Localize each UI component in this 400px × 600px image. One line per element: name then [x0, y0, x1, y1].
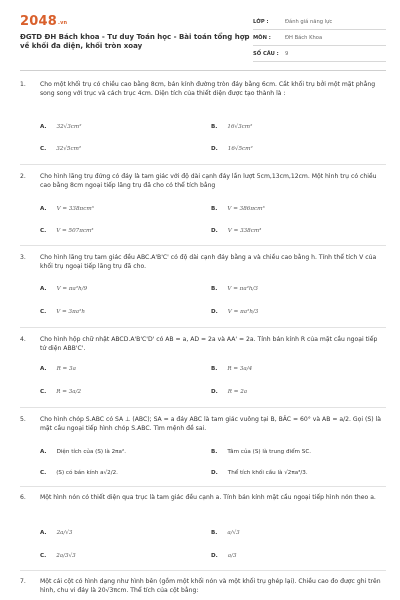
option-c[interactable]: [40, 553, 76, 559]
meta-row-count: [253, 46, 386, 62]
option-b[interactable]: [211, 124, 252, 130]
question-text: Cho hình lăng trụ đứng có đáy là tam giác với độ dài cạnh đáy lần lượt 5cm,13cm,12cm. Một hình trụ có chiều cao bằng 8cm ngoại tiếp lăng trụ đã cho có thể tích bằng: [40, 173, 377, 189]
option-text: 16√5cm²: [227, 146, 253, 152]
question-6: [20, 493, 382, 502]
option-b[interactable]: [211, 449, 311, 455]
option-a[interactable]: [40, 206, 94, 212]
option-text: R = 3a: [56, 366, 76, 372]
brand-logo[interactable]: [20, 14, 67, 29]
question-text: Cho hình chóp S.ABC có SA ⊥ (ABC); SA = a đáy ABC là tam giác vuông tại B, BÂC = 60° và AB = a/2. Gọi (S) là mặt cầu ngoại tiếp hình chóp S.ABC. Tìm mệnh đề sai.: [40, 416, 381, 432]
option-text: R = 3a/2: [56, 389, 82, 395]
option-letter: B.: [211, 366, 218, 372]
option-text: V = 507πcm³: [56, 228, 94, 234]
question-5: [20, 415, 382, 433]
question-1: [20, 80, 382, 98]
meta-value: ĐH Bách Khoa: [285, 34, 323, 41]
question-number: 5.: [20, 416, 26, 423]
option-text: V = 338cm³: [227, 228, 262, 234]
question-text: Một cái cột có hình dạng như hình bên (gồm một khối nón và một khối trụ ghép lại). Chiều cao đo được ghi trên hình, chu vi đáy là 20√3πcm. Thể tích của cột bằng:: [40, 578, 381, 594]
header-divider: [20, 70, 386, 71]
option-letter: B.: [211, 206, 218, 212]
option-letter: B.: [211, 124, 218, 130]
option-letter: D.: [211, 389, 218, 395]
option-c[interactable]: [40, 309, 85, 315]
option-a[interactable]: [40, 286, 87, 292]
document-title: ĐGTD ĐH Bách khoa - Tư duy Toán học - Bài toán tổng hợp về khối đa diện, khối tròn xoay: [20, 33, 250, 50]
option-letter: C.: [40, 553, 47, 559]
question-text: Một hình nón có thiết diện qua trục là tam giác đều cạnh a. Tính bán kính mặt cầu ngoại tiếp hình nón theo a.: [40, 494, 376, 501]
option-text: Tâm của (S) là trung điểm SC.: [227, 449, 312, 455]
question-text: Cho hình lăng trụ tam giác đều ABC.A'B'C' có độ dài cạnh đáy bằng a và chiều cao bằng h. Tính thể tích V của khối trụ ngoại tiếp lăng trụ đã cho.: [40, 254, 377, 270]
option-text: V = πa²h/3: [227, 286, 258, 292]
meta-value: 9: [285, 50, 289, 57]
question-divider: [20, 327, 386, 328]
meta-value: Đánh giá năng lực: [285, 18, 333, 25]
option-text: 2a/√3: [56, 530, 73, 536]
option-b[interactable]: [211, 366, 252, 372]
option-c[interactable]: [40, 470, 118, 476]
option-text: V = 3πa²h: [56, 309, 85, 315]
option-letter: A.: [40, 286, 47, 292]
option-text: (S) có bán kính a√2/2.: [56, 470, 118, 476]
option-d[interactable]: [211, 228, 261, 234]
question-divider: [20, 245, 386, 246]
meta-table: [253, 14, 386, 62]
option-text: 2a/3√3: [56, 553, 76, 559]
question-divider: [20, 407, 386, 408]
brand-suffix: .vn: [57, 20, 68, 26]
question-divider: [20, 570, 386, 571]
option-letter: D.: [211, 553, 218, 559]
option-text: V = 338πcm³: [56, 206, 94, 212]
question-number: 2.: [20, 173, 26, 180]
option-text: a/3: [227, 553, 237, 559]
option-c[interactable]: [40, 389, 81, 395]
option-text: R = 3a/4: [227, 366, 253, 372]
option-text: 16√3cm²: [227, 124, 253, 130]
option-text: V = 386πcm³: [227, 206, 265, 212]
meta-row-class: [253, 14, 386, 30]
option-text: V = πa²h/3: [227, 309, 259, 315]
option-a[interactable]: [40, 366, 76, 372]
question-divider: [20, 164, 386, 165]
option-d[interactable]: [211, 389, 247, 395]
meta-key: MÔN :: [253, 34, 271, 41]
option-c[interactable]: [40, 228, 94, 234]
option-letter: D.: [211, 146, 218, 152]
option-d[interactable]: [211, 470, 308, 476]
brand-name: 2048: [20, 14, 57, 29]
option-a[interactable]: [40, 449, 126, 455]
option-letter: B.: [211, 449, 218, 455]
question-number: 1.: [20, 81, 26, 88]
question-number: 3.: [20, 254, 26, 261]
question-2: [20, 172, 382, 190]
option-d[interactable]: [211, 553, 237, 559]
option-b[interactable]: [211, 206, 265, 212]
question-7: [20, 577, 382, 595]
option-c[interactable]: [40, 146, 81, 152]
option-b[interactable]: [211, 286, 258, 292]
option-text: Diện tích của (S) là 2πa².: [56, 449, 126, 455]
option-letter: D.: [211, 228, 218, 234]
option-letter: A.: [40, 206, 47, 212]
option-a[interactable]: [40, 530, 72, 536]
question-divider: [20, 486, 386, 487]
option-letter: D.: [211, 309, 218, 315]
question-text: Cho hình hộp chữ nhật ABCD.A'B'C'D' có AB = a, AD = 2a và AA' = 2a. Tính bán kính R của mặt cầu ngoại tiếp tứ diện ABB'C'.: [40, 336, 378, 352]
question-number: 7.: [20, 578, 26, 585]
option-letter: C.: [40, 470, 47, 476]
option-letter: A.: [40, 366, 47, 372]
option-letter: B.: [211, 530, 218, 536]
option-letter: A.: [40, 530, 47, 536]
option-letter: D.: [211, 470, 218, 476]
question-4: [20, 335, 382, 353]
option-text: V = πa²h/9: [56, 286, 88, 292]
option-letter: C.: [40, 309, 47, 315]
option-a[interactable]: [40, 124, 81, 130]
option-b[interactable]: [211, 530, 240, 536]
question-number: 4.: [20, 336, 26, 343]
option-d[interactable]: [211, 309, 258, 315]
option-letter: A.: [40, 449, 47, 455]
question-text: Cho một khối trụ có chiều cao bằng 8cm, bán kính đường tròn đáy bằng 6cm. Cắt khối trụ bởi một mặt phẳng song song với trục và cách trục 4cm. Diện tích của thiết diện được tạo thành là :: [40, 81, 376, 97]
meta-key: SỐ CÂU :: [253, 50, 279, 57]
option-letter: C.: [40, 389, 47, 395]
option-letter: A.: [40, 124, 47, 130]
option-text: a/√3: [227, 530, 240, 536]
option-d[interactable]: [211, 146, 253, 152]
question-3: [20, 253, 382, 271]
question-number: 6.: [20, 494, 26, 501]
option-text: 32√3cm²: [56, 124, 82, 130]
option-letter: C.: [40, 228, 47, 234]
option-letter: C.: [40, 146, 47, 152]
option-text: 32√5cm²: [56, 146, 82, 152]
option-text: R = 2a: [227, 389, 248, 395]
meta-row-subject: [253, 30, 386, 46]
option-letter: B.: [211, 286, 218, 292]
option-text: Thể tích khối cầu là √2πa³/3.: [227, 470, 308, 476]
meta-key: LỚP :: [253, 18, 269, 25]
